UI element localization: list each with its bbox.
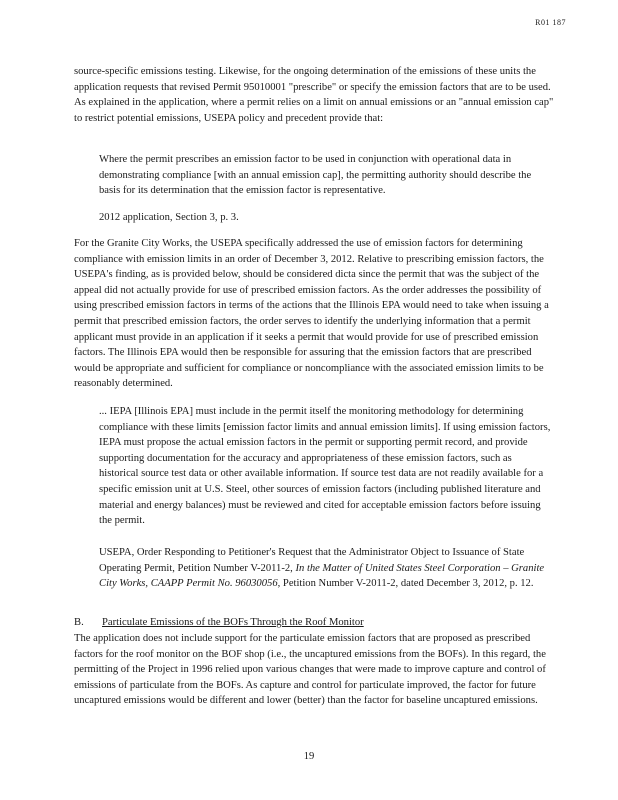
paragraph-granite-city-works: For the Granite City Works, the USEPA specifically addressed the use of emission factors for determining compliance with emission limits in an order of December 3, 2012. Relative to prescribing emission factors, the USEPA's finding, as is provided below, should be considered dicta since the permit that was the subject of the appeal did not actually provide for use of prescribed emission factors. As the order addresses the possibility of using prescribed emission factors in terms of the actions that the Illinois EPA would need to take when issuing a permit that prescribed emission factors, the order serves to identify the underlying information that a permit applicant must provide in an application if it seeks a permit that would provide for use of prescribed emission factors. The Illinois EPA would then be responsible for assuring that the emission factors that are prescribed would be appropriate and sufficient for compliance or noncompliance with the associated emission limits to be reasonably determined. [74,238,549,390]
document-id: R01 187 [535,18,566,27]
paragraph-roof-monitor: The application does not include support for the particulate emission factors that are proposed as prescribed factors for the roof monitor on the BOF shop (i.e., the uncaptured emissions from the BOFs). In this regard, the permitting of the Project in 1996 relied upon various changes that were made to improve capture and control of emissions of particulate from the BOFs. As capture and control for particulate improved, the factor for future uncaptured emissions would be different and lower (better) than the factor for baseline uncaptured emissions. [74,633,546,707]
block-quote-usepa-order: ... IEPA [Illinois EPA] must include in the permit itself the monitoring methodology for determining compliance with these limits [emission factor limits and annual emission limits]. If using emission factors, IEPA must propose the actual emission factors in the permit or supporting permit record, and provide supporting documentation for the accuracy and appropriateness of these emission factors, such as historical source test data or other available information. If source test data are not readily available for a specific emission unit at U.S. Steel, other sources of emission factors (including published literature and material and energy balances) must be reviewed and cited for acceptable emission factors before issuing the permit. [99,406,551,527]
quote-citation-application: 2012 application, Section 3, p. 3. [99,212,239,223]
section-title: Particulate Emissions of the BOFs Through the Roof Monitor [102,617,364,628]
section-number: B. [74,617,84,628]
quote-citation-usepa-order [99,545,551,592]
citation-text: USEPA, Order Responding to Petitioner's Request that the Administrator Object to Issuance of State Operating Permit, Petition Number V-2011-2, [99,547,525,574]
block-quote-permit-policy: Where the permit prescribes an emission factor to be used in conjunction with operational data in demonstrating compliance [with an annual emission cap], the permitting authority should describe the basis for its determination that the emission factor is representative. [99,154,532,197]
citation-case-title: In the Matter of United States Steel Corporation – Granite City Works, CAAPP Permit No. 96030056, [99,562,545,590]
section-heading [74,615,364,631]
citation-petition: Petition Number V-2011-2, dated December 3, 2012, p. 12. [280,578,534,590]
paragraph-emission-factors: source-specific emissions testing. Likewise, for the ongoing determination of the emissions of these units the application requests that revised Permit 95010001 "prescribe" or specify the emission factors that are to be used. As explained in the application, where a permit relies on a limit on annual emissions or an "annual emission cap" to restrict potential emissions, USEPA policy and precedent provide that: [74,66,554,124]
page-number: 19 [303,751,315,762]
